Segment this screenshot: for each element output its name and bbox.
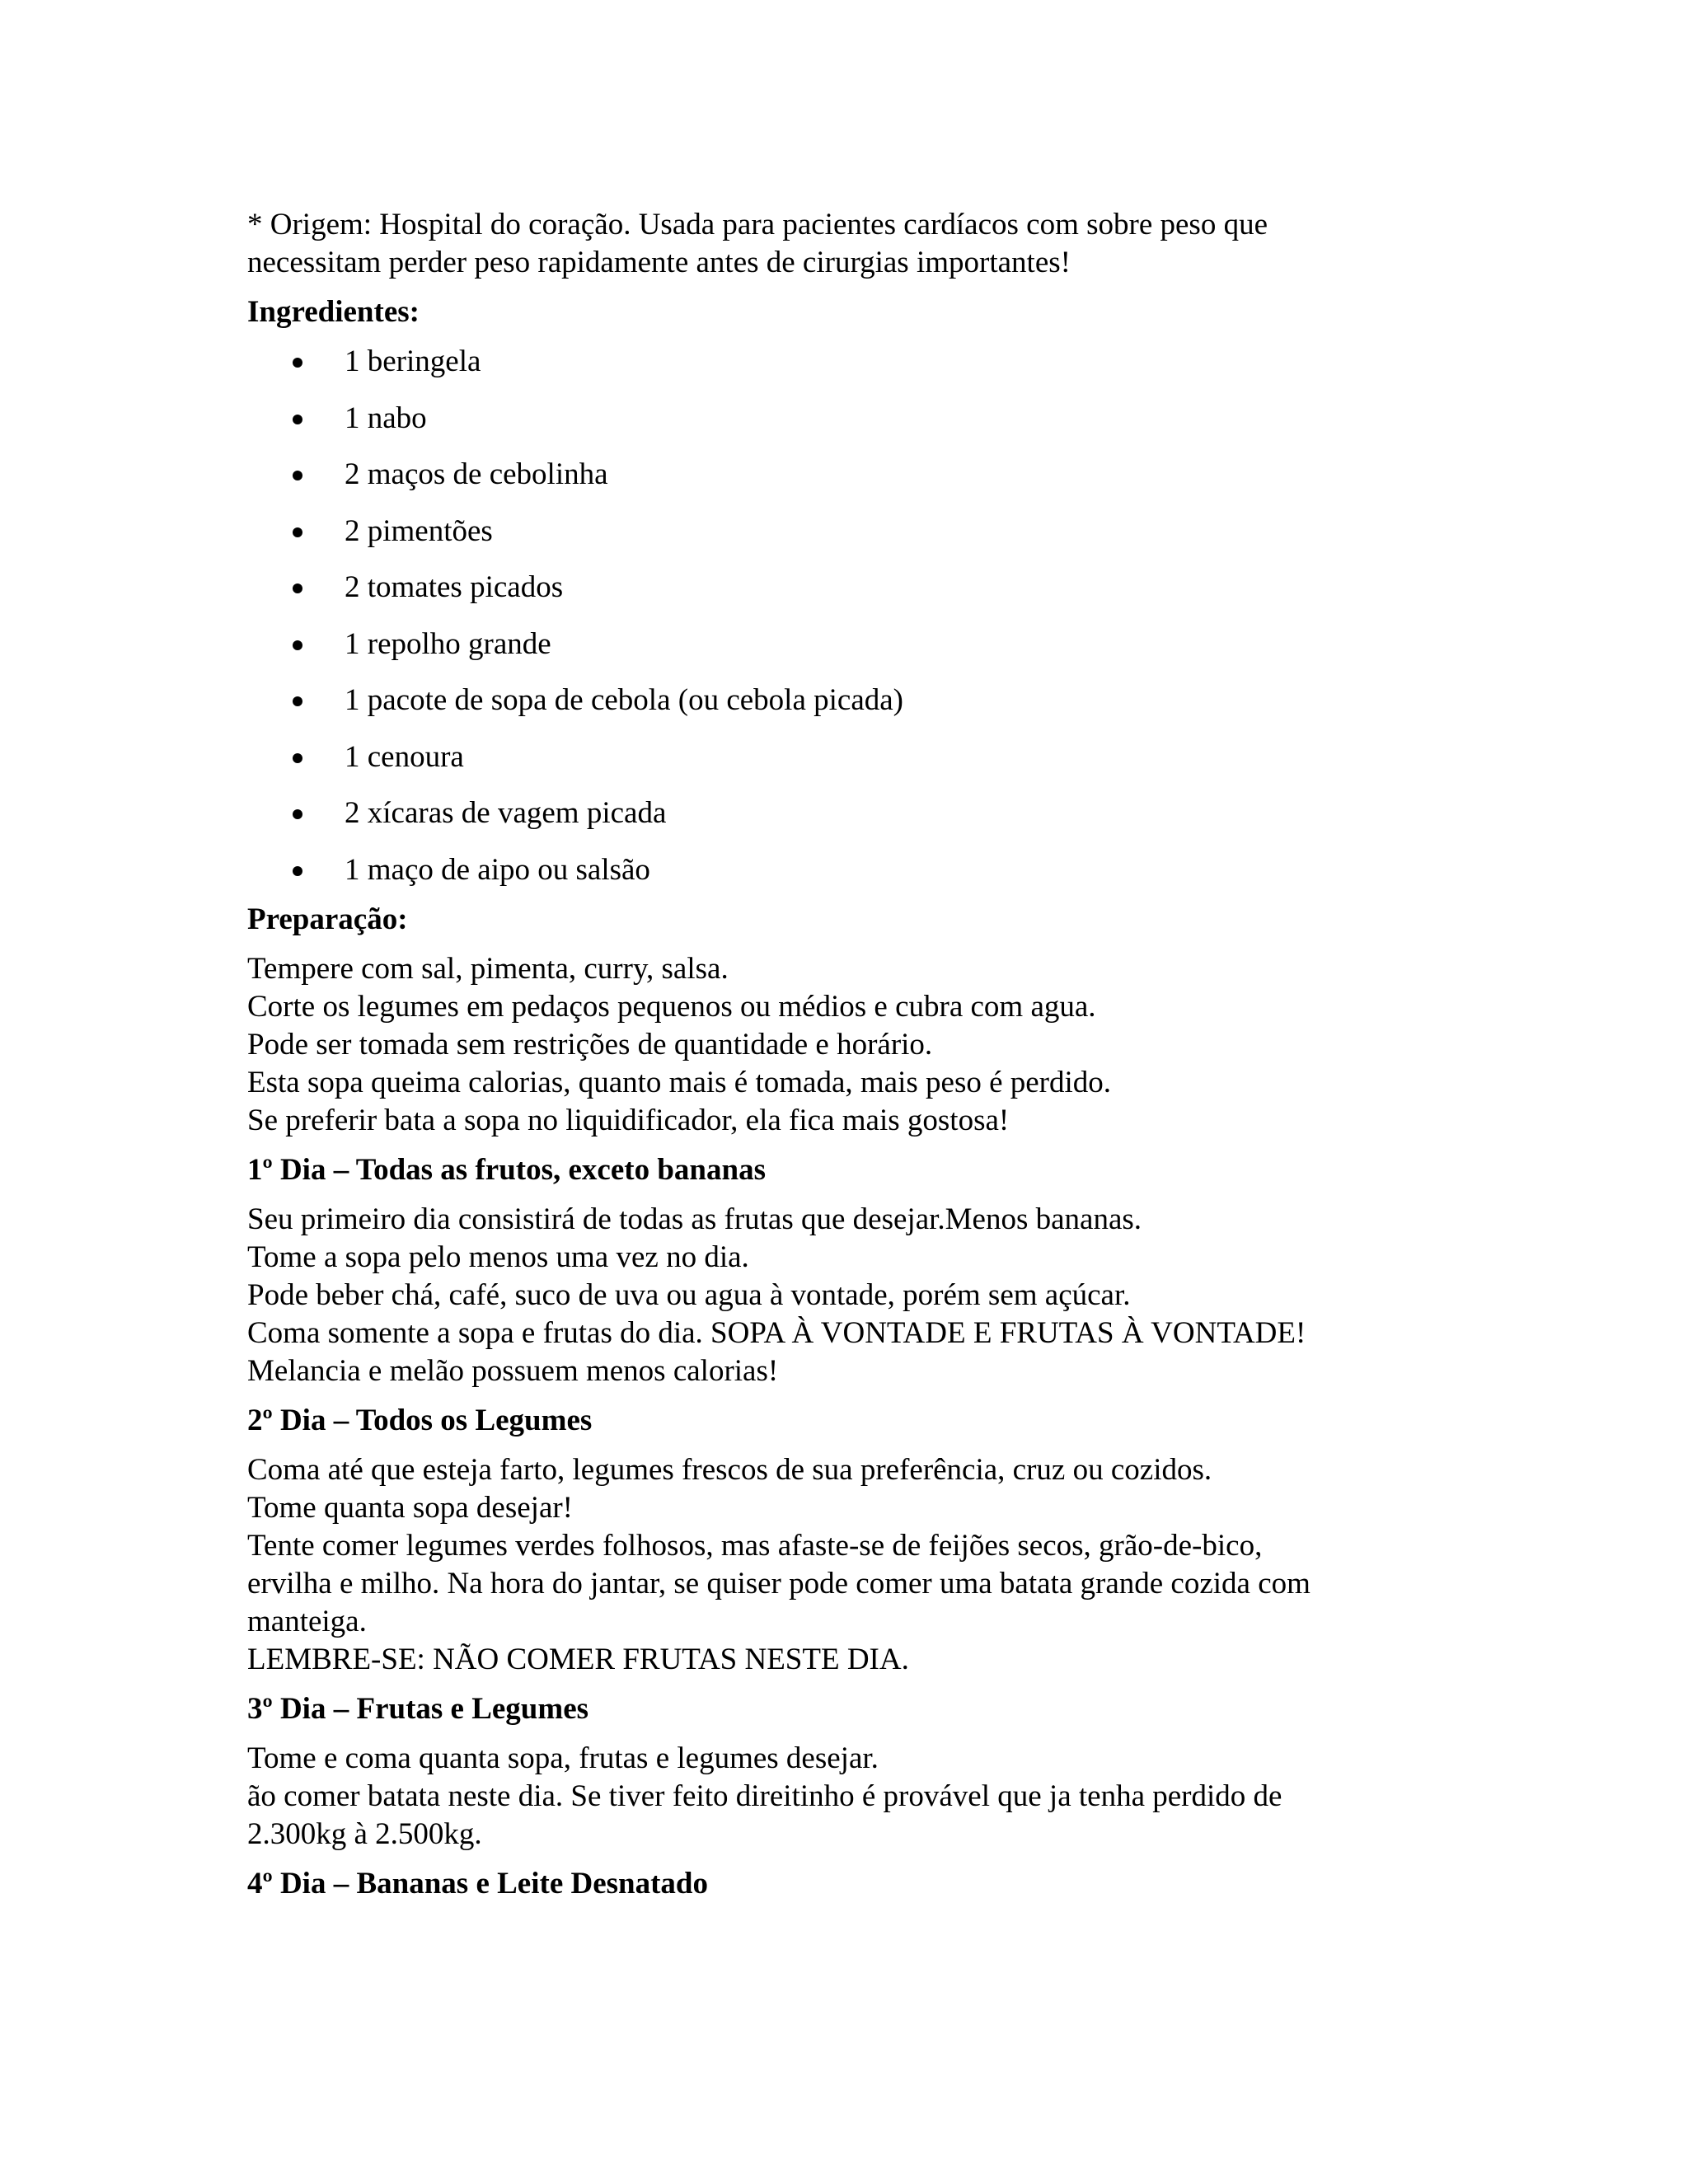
list-item bbox=[247, 456, 1451, 513]
day3-heading: 3º Dia – Frutas e Legumes bbox=[247, 1691, 589, 1726]
day3-line: 2.300kg à 2.500kg. bbox=[247, 1816, 482, 1851]
day2-line: LEMBRE-SE: NÃO COMER FRUTAS NESTE DIA. bbox=[247, 1642, 909, 1676]
ingredient-text: 2 pimentões bbox=[345, 513, 493, 548]
intro-line: necessitam perder peso rapidamente antes de cirurgias importantes! bbox=[247, 246, 1071, 279]
day2-line: manteiga. bbox=[247, 1604, 367, 1638]
bullet-icon bbox=[293, 753, 302, 763]
ingredients-heading: Ingredientes: bbox=[247, 295, 420, 329]
list-item bbox=[247, 794, 1451, 851]
preparation-line: Pode ser tomada sem restrições de quantidade e horário. bbox=[247, 1027, 933, 1062]
ingredient-text: 1 pacote de sopa de cebola (ou cebola picada) bbox=[345, 683, 903, 717]
day2-line: Tente comer legumes verdes folhosos, mas afaste-se de feijões secos, grão-de-bico, bbox=[247, 1528, 1263, 1563]
day3-paragraph bbox=[247, 1740, 1451, 1854]
ingredient-text: 1 repolho grande bbox=[345, 626, 551, 661]
bullet-icon bbox=[293, 583, 302, 593]
list-item bbox=[247, 738, 1451, 795]
day2-paragraph bbox=[247, 1451, 1451, 1679]
bullet-icon bbox=[293, 358, 302, 368]
bullet-icon bbox=[293, 640, 302, 650]
day4-heading: 4º Dia – Bananas e Leite Desnatado bbox=[247, 1866, 709, 1900]
day3-line: Tome e coma quanta sopa, frutas e legumes desejar. bbox=[247, 1741, 879, 1775]
ingredient-text: 2 maços de cebolinha bbox=[345, 457, 608, 491]
preparation-heading: Preparação: bbox=[247, 902, 408, 936]
day1-line: Seu primeiro dia consistirá de todas as frutas que desejar.Menos bananas. bbox=[247, 1202, 1142, 1236]
day1-line: Pode beber chá, café, suco de uva ou agua à vontade, porém sem açúcar. bbox=[247, 1277, 1131, 1312]
bullet-icon bbox=[293, 415, 302, 424]
document-page bbox=[247, 206, 1451, 1915]
day1-heading: 1º Dia – Todas as frutos, exceto bananas bbox=[247, 1152, 766, 1187]
bullet-icon bbox=[293, 696, 302, 706]
intro-line: * Origem: Hospital do coração. Usada para pacientes cardíacos com sobre peso que bbox=[247, 208, 1268, 241]
ingredient-text: 2 xícaras de vagem picada bbox=[345, 796, 667, 830]
preparation-line: Esta sopa queima calorias, quanto mais é tomada, mais peso é perdido. bbox=[247, 1065, 1112, 1099]
list-item bbox=[247, 400, 1451, 457]
preparation-line: Se preferir bata a sopa no liquidificador, ela fica mais gostosa! bbox=[247, 1103, 1010, 1137]
day2-line: Coma até que esteja farto, legumes frescos de sua preferência, cruz ou cozidos. bbox=[247, 1452, 1212, 1487]
bullet-icon bbox=[293, 527, 302, 537]
ingredient-text: 1 nabo bbox=[345, 401, 427, 435]
list-item bbox=[247, 682, 1451, 738]
list-item bbox=[247, 513, 1451, 569]
ingredient-text: 1 beringela bbox=[345, 344, 481, 378]
day3-line: ão comer batata neste dia. Se tiver feito direitinho é provável que ja tenha perdido de bbox=[247, 1779, 1282, 1813]
preparation-paragraph bbox=[247, 950, 1451, 1140]
preparation-line: Tempere com sal, pimenta, curry, salsa. bbox=[247, 951, 729, 986]
ingredient-text: 1 maço de aipo ou salsão bbox=[345, 852, 650, 887]
day1-line: Tome a sopa pelo menos uma vez no dia. bbox=[247, 1240, 749, 1274]
bullet-icon bbox=[293, 809, 302, 819]
list-item bbox=[247, 343, 1451, 400]
list-item bbox=[247, 569, 1451, 626]
list-item bbox=[247, 851, 1451, 901]
day1-line: Melancia e melão possuem menos calorias! bbox=[247, 1353, 779, 1388]
day1-paragraph bbox=[247, 1201, 1451, 1390]
list-item bbox=[247, 626, 1451, 682]
day2-heading: 2º Dia – Todos os Legumes bbox=[247, 1403, 593, 1437]
day2-line: ervilha e milho. Na hora do jantar, se quiser pode comer uma batata grande cozida com bbox=[247, 1566, 1311, 1601]
intro-paragraph bbox=[247, 206, 1451, 282]
preparation-line: Corte os legumes em pedaços pequenos ou médios e cubra com agua. bbox=[247, 989, 1096, 1024]
ingredients-list bbox=[247, 343, 1451, 901]
day2-line: Tome quanta sopa desejar! bbox=[247, 1490, 574, 1525]
ingredient-text: 1 cenoura bbox=[345, 739, 464, 774]
day1-line: Coma somente a sopa e frutas do dia. SOPA À VONTADE E FRUTAS À VONTADE! bbox=[247, 1315, 1306, 1350]
ingredient-text: 2 tomates picados bbox=[345, 570, 564, 604]
bullet-icon bbox=[293, 866, 302, 876]
bullet-icon bbox=[293, 471, 302, 480]
